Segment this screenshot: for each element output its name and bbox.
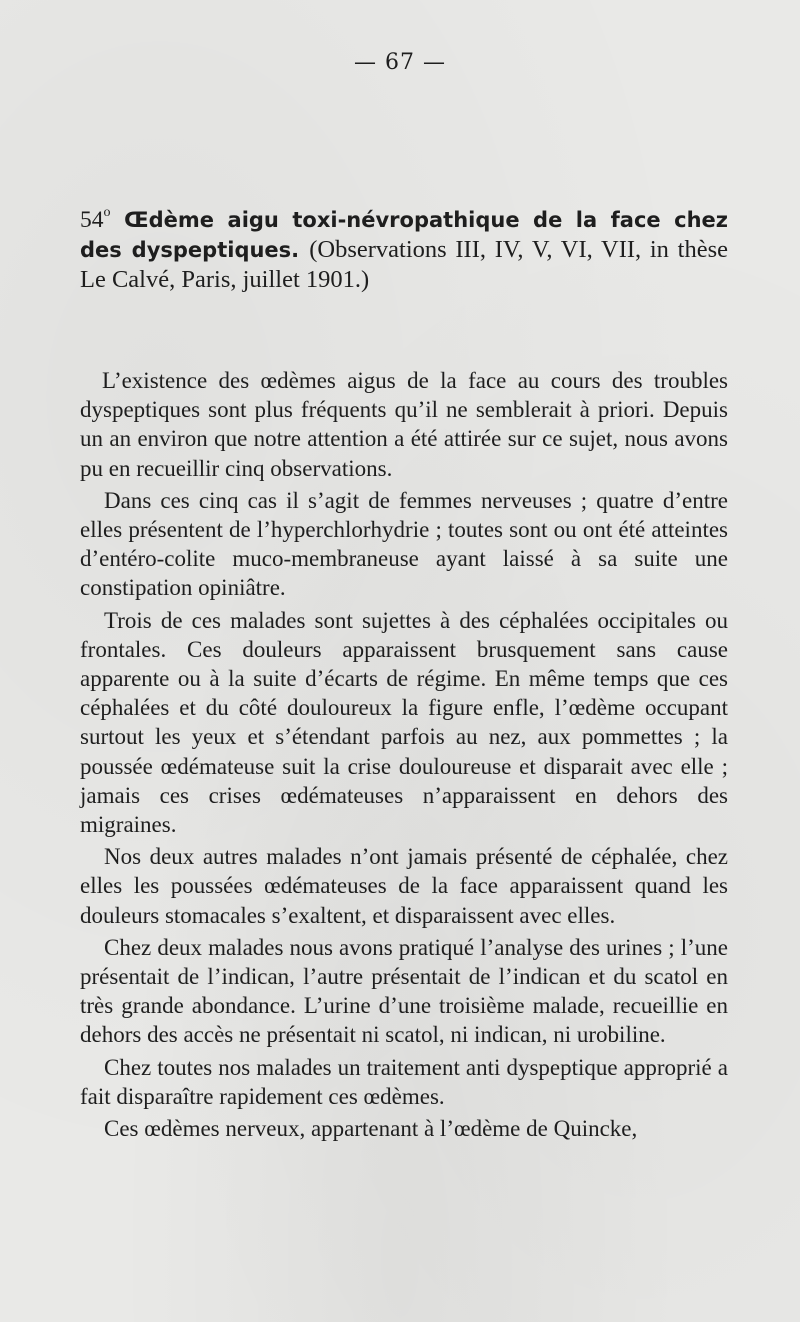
section-number: 54$^o$ xyxy=(80,205,111,233)
section-heading xyxy=(80,200,728,294)
section-title: Œdème aigu toxi-névropathique de la face chez des dyspeptiques. xyxy=(80,207,728,262)
paragraph: Chez toutes nos malades un traitement anti dyspeptique approprié a fait disparaître rapidement ces œdèmes. xyxy=(80,1054,728,1109)
paragraph: Dans ces cinq cas il s’agit de femmes nerveuses ; quatre d’entre elles présentent de l’hyperchlorhydrie ; toutes sont ou ont été atteintes d’entéro-colite muco-membraneuse ayant laissé à sa suite une constipation opiniâtre. xyxy=(80,487,728,601)
body-text xyxy=(80,366,728,1146)
page-number: — 67 — xyxy=(354,50,446,75)
section-reference: (Observations III, IV, V, VI, VII, in thèse Le Calvé, Paris, juillet 1901.) xyxy=(80,235,728,293)
paragraph: Nos deux autres malades n’ont jamais présenté de céphalée, chez elles les poussées œdémateuses de la face apparaissent quand les douleurs stomacales s’exaltent, et disparaissent avec elles. xyxy=(80,844,728,928)
paragraph: Trois de ces malades sont sujettes à des céphalées occipitales ou frontales. Ces douleurs apparaissent brusquement sans cause apparente ou à la suite d’écarts de régime. En même temps que ces céphalées et du côté douloureux la figure enfle, l’œdème occupant surtout les yeux et s’étendant parfois au nez, aux pommettes ; la poussée œdémateuse suit la crise douloureuse et disparait avec elle ; jamais ces crises œdémateuses n’apparaissent en dehors des migraines. xyxy=(80,607,728,838)
paragraph: Ces œdèmes nerveux, appartenant à l’œdème de Quincke, xyxy=(104,1116,638,1142)
paragraph: L’existence des œdèmes aigus de la face au cours des troubles dyspeptiques sont plus fréquents qu’il ne semblerait à priori. Depuis un an environ que notre attention a été attirée sur ce sujet, nous avons pu en recueillir cinq observations. xyxy=(80,368,728,481)
paragraph: Chez deux malades nous avons pratiqué l’analyse des urines ; l’une présentait de l’indican, l’autre présentait de l’indican et du scatol en très grande abondance. L’urine d’une troisième malade, recueillie en dehors des accès ne présentait ni scatol, ni indican, ni urobiline. xyxy=(80,934,728,1048)
